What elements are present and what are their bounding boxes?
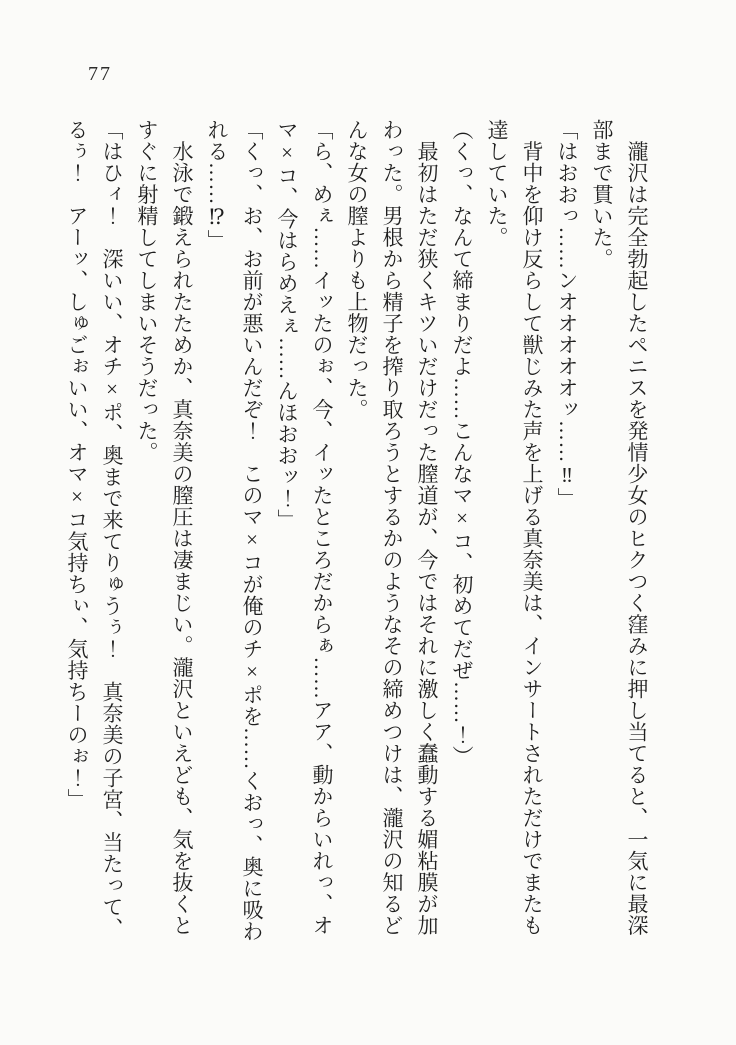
text-line: 水泳で鍛えられたためか、真奈美の膣圧は凄まじい。瀧沢といえども、気を抜くと — [170, 119, 194, 936]
text-line: 部まで貫いた。 — [590, 119, 614, 270]
text-line: 「ら、めぇ……イッたのぉ、今、イッたところだからぁ……アア、動からいれっ、オ — [310, 119, 334, 936]
text-line: 「くっ、お、お前が悪いんだぞ！ このマ×コが俺のチ×ポを……くおっ、奥に吸わ — [240, 119, 264, 942]
text-line: マ×コ、今はらめえぇ……んほおおッ！」 — [275, 119, 299, 531]
text-line: 「はひィ！ 深いい、オチ×ポ、奥まで来てりゅうぅ！ 真奈美の子宮、当たって、 — [100, 119, 124, 939]
text-line: わった。男根から精子を搾り取ろうとするかのようなその締めつけは、瀧沢の知るど — [380, 119, 404, 936]
text-line: るぅ！ アーッ、しゅごぉいい、オマ×コ気持ちぃ、気持ちーのぉ！」 — [65, 119, 89, 810]
text-line: 背中を仰け反らして獣じみた声を上げる真奈美は、インサートされただけでまたも — [520, 119, 544, 936]
text-line: んな女の膣よりも上物だった。 — [345, 119, 369, 420]
text-line: 「はおおっ……ンオオオオオッ……‼」 — [555, 119, 579, 509]
page-number: 77 — [88, 63, 112, 85]
text-line: すぐに射精してしまいそうだった。 — [135, 119, 159, 463]
text-line: 最初はただ狭くキツいだけだった膣道が、今ではそれに激しく蠢動する媚粘膜が加 — [415, 119, 439, 936]
text-line: 達していた。 — [485, 119, 509, 248]
text-block — [59, 119, 654, 942]
text-line: （くっ、なんて締まりだよ……こんなマ×コ、初めてだぜ……！） — [450, 119, 474, 767]
text-line: れる……⁉」 — [205, 119, 229, 251]
text-line: 瀧沢は完全勃起したペニスを発情少女のヒクつく窪みに押し当てると、一気に最深 — [625, 119, 649, 936]
